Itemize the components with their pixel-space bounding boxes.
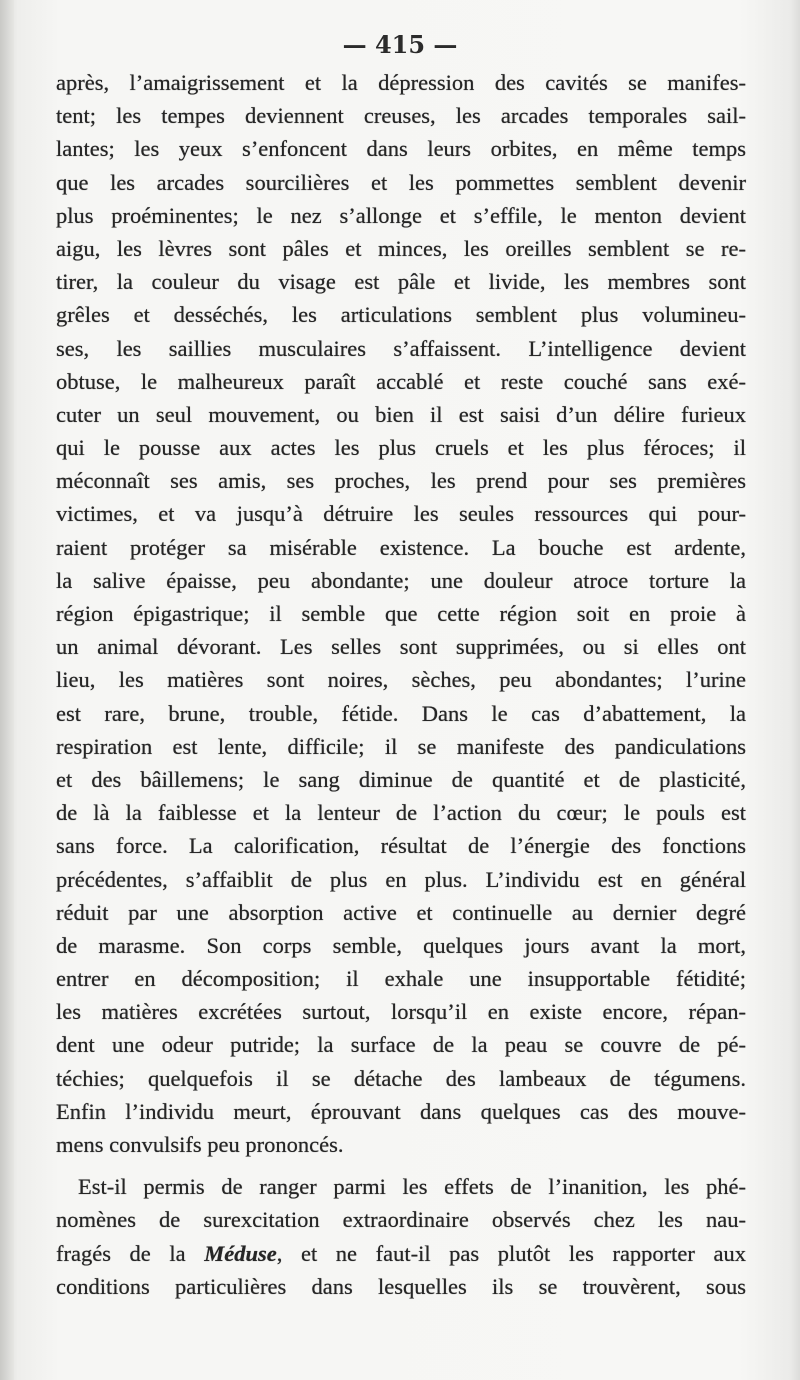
text-line: un animal dévorant. Les selles sont supprimées, ou si elles ont bbox=[56, 634, 746, 660]
text-line: la salive épaisse, peu abondante; une douleur atroce torture la bbox=[56, 567, 746, 593]
text-line: grêles et desséchés, les articulations semblent plus volumineu- bbox=[56, 302, 746, 328]
text-line: lantes; les yeux s’enfoncent dans leurs orbites, en même temps bbox=[56, 136, 746, 162]
text-line: est rare, brune, trouble, fétide. Dans le cas d’abattement, la bbox=[56, 700, 746, 726]
text-line: ses, les saillies musculaires s’affaissent. L’intelligence devient bbox=[56, 335, 746, 361]
text-line: téchies; quelquefois il se détache des lambeaux de tégumens. bbox=[56, 1065, 746, 1091]
page-number: — 415 — bbox=[342, 30, 458, 59]
text-line: de là la faiblesse et la lenteur de l’action du cœur; le pouls est bbox=[56, 800, 746, 826]
text-line: réduit par une absorption active et continuelle au dernier degré bbox=[56, 899, 746, 925]
text-line: nomènes de surexcitation extraordinaire observés chez les nau- bbox=[56, 1207, 746, 1233]
text-line: tent; les tempes deviennent creuses, les arcades temporales sail- bbox=[56, 103, 746, 129]
text-line: entrer en décomposition; il exhale une insupportable fétidité; bbox=[56, 966, 746, 992]
text-line: tirer, la couleur du visage est pâle et livide, les membres sont bbox=[56, 269, 746, 295]
paragraph-2 bbox=[56, 1170, 746, 1303]
text-line: cuter un seul mouvement, ou bien il est saisi d’un délire furieux bbox=[56, 401, 746, 427]
text-line: conditions particulières dans lesquelles ils se trouvèrent, sous bbox=[56, 1273, 746, 1299]
paragraph-1 bbox=[56, 66, 746, 1161]
body-text bbox=[56, 66, 746, 1303]
text-line: après, l’amaigrissement et la dépression des cavités se manifes- bbox=[56, 70, 746, 95]
text-line: victimes, et va jusqu’à détruire les seules ressources qui pour- bbox=[56, 501, 746, 527]
text-fragment: , et ne faut-il pas plutôt les rapporter aux bbox=[276, 1240, 746, 1266]
paragraph-spacer bbox=[56, 1161, 746, 1170]
text-line: que les arcades sourcilières et les pommettes semblent devenir bbox=[56, 169, 746, 195]
text-line: respiration est lente, difficile; il se manifeste des pandiculations bbox=[56, 733, 746, 759]
text-line: Enfin l’individu meurt, éprouvant dans quelques cas des mouve- bbox=[56, 1098, 746, 1124]
text-line: les matières excrétées surtout, lorsqu’il en existe encore, répan- bbox=[56, 999, 746, 1025]
ship-name-italic: Méduse bbox=[204, 1240, 277, 1266]
text-line: précédentes, s’affaiblit de plus en plus. L’individu est en général bbox=[56, 866, 746, 892]
text-line: de marasme. Son corps semble, quelques jours avant la mort, bbox=[56, 932, 746, 958]
text-line: méconnaît ses amis, ses proches, les prend pour ses premières bbox=[56, 468, 746, 494]
page-binding-shadow bbox=[0, 0, 14, 1380]
text-line: qui le pousse aux actes les plus cruels et les plus féroces; il bbox=[56, 435, 746, 461]
text-fragment: fragés de la bbox=[56, 1240, 205, 1266]
text-line: région épigastrique; il semble que cette région soit en proie à bbox=[56, 601, 746, 626]
text-line: raient protéger sa misérable existence. La bouche est ardente, bbox=[56, 534, 746, 560]
text-line: aigu, les lèvres sont pâles et minces, les oreilles semblent se re- bbox=[56, 235, 746, 261]
text-line: plus proéminentes; le nez s’allonge et s’effile, le menton devient bbox=[56, 202, 746, 228]
text-line-with-italic bbox=[56, 1237, 746, 1270]
text-line: Est-il permis de ranger parmi les effets de l’inanition, les phé- bbox=[78, 1174, 746, 1200]
text-line: sans force. La calorification, résultat de l’énergie des fonctions bbox=[56, 833, 746, 859]
text-line: dent une odeur putride; la surface de la peau se couvre de pé- bbox=[56, 1032, 746, 1058]
text-line: et des bâillemens; le sang diminue de quantité et de plasticité, bbox=[56, 766, 746, 792]
text-line: lieu, les matières sont noires, sèches, peu abondantes; l’urine bbox=[56, 667, 746, 693]
text-line: mens convulsifs peu prononcés. bbox=[56, 1132, 344, 1157]
text-line: obtuse, le malheureux paraît accablé et reste couché sans exé- bbox=[56, 368, 746, 394]
